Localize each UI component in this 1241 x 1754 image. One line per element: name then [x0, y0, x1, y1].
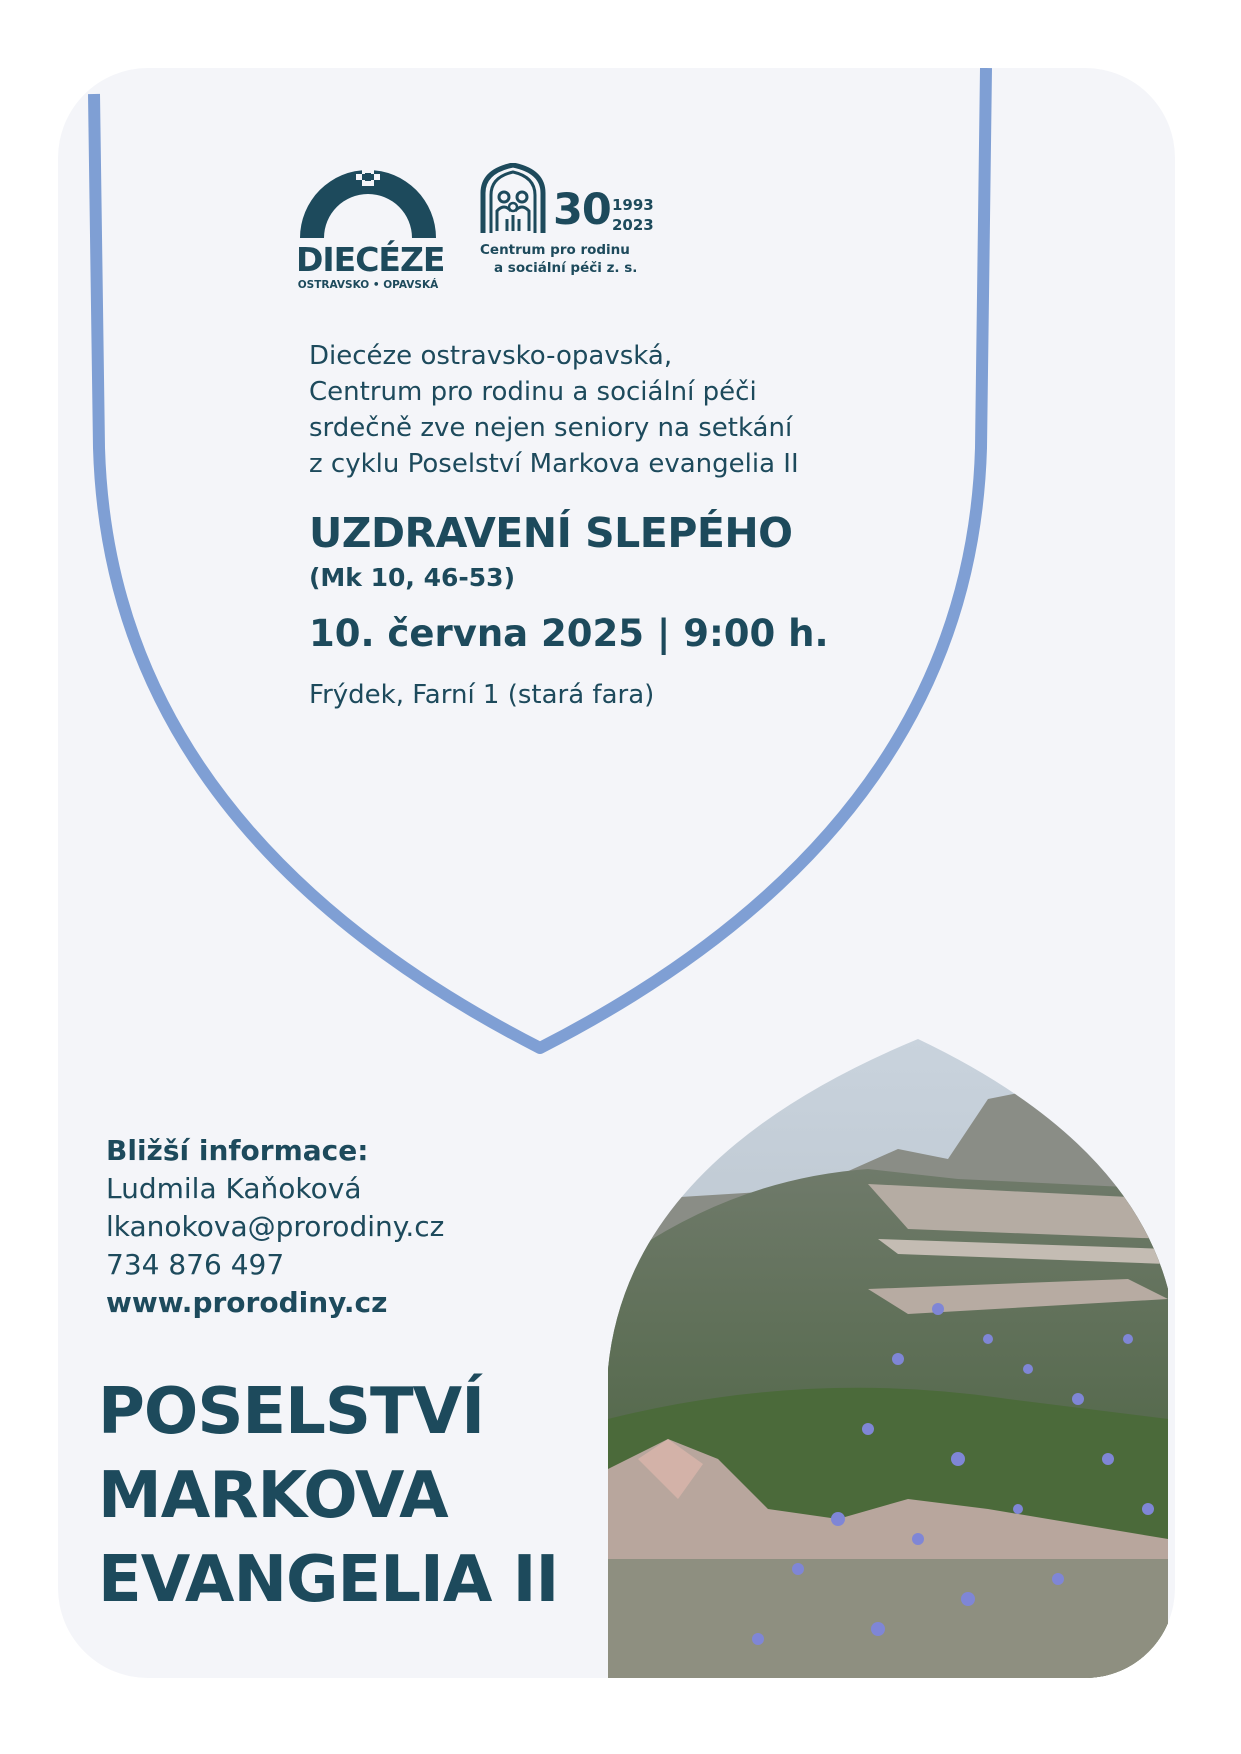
contact-website[interactable]: www.prorodiny.cz: [106, 1286, 388, 1319]
anniversary-number: 30: [553, 185, 611, 235]
invitation-line: Diecéze ostravsko-opavská,: [309, 341, 673, 371]
family-arch-icon: [478, 163, 548, 235]
centrum-name-line: Centrum pro rodinu: [480, 242, 630, 258]
event-topic: UZDRAVENÍ SLEPÉHO: [309, 509, 793, 557]
diecese-logo-subtitle: OSTRAVSKO • OPAVSKÁ: [297, 279, 439, 291]
diecese-logo-name: DIECÉZE: [296, 240, 445, 279]
year-end: 2023: [612, 216, 654, 234]
series-title-line: EVANGELIA II: [98, 1543, 559, 1617]
contact-info: [106, 1132, 444, 1322]
diecese-logo: [296, 168, 445, 291]
event-place: Frýdek, Farní 1 (stará fara): [309, 680, 655, 710]
series-title-line: POSELSTVÍ: [98, 1375, 484, 1449]
centrum-logo: [478, 163, 698, 283]
invitation-line: Centrum pro rodinu a sociální péči: [309, 377, 757, 407]
centrum-logo-name: [480, 241, 637, 277]
contact-email[interactable]: lkanokova@prorodiny.cz: [106, 1210, 445, 1243]
diecese-arch-icon: [296, 168, 440, 240]
event-reference: (Mk 10, 46-53): [309, 563, 516, 592]
poster-card: [58, 68, 1175, 1678]
invitation-text: [309, 338, 799, 482]
series-title: [98, 1370, 558, 1622]
contact-phone[interactable]: 734 876 497: [106, 1248, 285, 1281]
contact-name: Ludmila Kaňoková: [106, 1172, 362, 1205]
contact-heading: Bližší informace:: [106, 1134, 369, 1167]
centrum-name-line: a sociální péči z. s.: [494, 260, 638, 276]
invitation-line: z cyklu Poselství Markova evangelia II: [309, 449, 799, 479]
landscape-photo: [608, 1039, 1168, 1678]
series-title-line: MARKOVA: [98, 1459, 448, 1533]
event-datetime: 10. června 2025 | 9:00 h.: [309, 612, 829, 655]
year-start: 1993: [612, 196, 654, 214]
invitation-line: srdečně zve nejen seniory na setkání: [309, 413, 793, 443]
anniversary-years: [612, 195, 654, 235]
